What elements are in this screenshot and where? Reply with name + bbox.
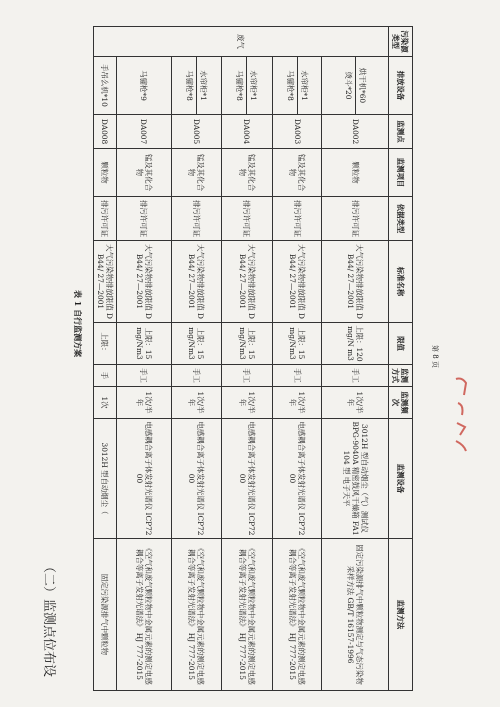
equipment-cell (221, 57, 272, 115)
red-seal-stamp (452, 375, 470, 455)
equipment-cell (273, 57, 322, 115)
table-row (273, 27, 322, 691)
monitoring-device-cell: 电感耦合离子体发射光谱仪 ICP7200 (273, 419, 322, 539)
header-cell: 标准名称 (389, 241, 413, 323)
monitoring-point-cell: DA004 (221, 115, 272, 149)
equipment-item: 水帘柜*1 (249, 70, 259, 101)
monitoring-item-cell: 锰及其化合物 (273, 149, 322, 197)
header-cell: 监测方法 (389, 539, 413, 691)
monitoring-plan-table-frame (93, 26, 413, 690)
table-header-row (389, 27, 413, 691)
header-cell: 监测频次 (389, 387, 413, 419)
header-cell: 限值 (389, 323, 413, 365)
equipment-item: 马骝枪*8 (284, 57, 298, 114)
equipment-cell (172, 57, 221, 115)
monitoring-device-cell: 3012H 型自动烟尘（ (94, 419, 117, 539)
monitoring-frequency-cell: 1次/半年 (322, 387, 389, 419)
equipment-item: 马骝枪*9 (139, 70, 149, 101)
monitoring-item-cell: 锰及其化合物 (116, 149, 172, 197)
section-heading: （二）监测点位布设 (41, 560, 56, 678)
monitoring-item-cell: 锰及其化合物 (221, 149, 272, 197)
equipment-item: 手吊么机*10 (100, 64, 110, 107)
standard-name-cell: 大气污染物排放限值 DB44/ 27—2001 (273, 241, 322, 323)
limit-cell: 上限：15mg/Nm3 (221, 323, 272, 365)
table-row (172, 27, 221, 691)
table-caption: 表 1 自行监测方案 (73, 290, 83, 358)
monitoring-mode-cell: 手工 (172, 365, 221, 387)
header-cell: 监测方式 (389, 365, 413, 387)
basis-type-cell: 排污许可证 (172, 197, 221, 241)
monitoring-plan-table (93, 26, 413, 691)
standard-name-cell: 大气污染物排放限值 DB44/ 27—2001 (94, 241, 117, 323)
monitoring-item-cell: 锰及其化合物 (172, 149, 221, 197)
monitoring-device-cell: 电感耦合离子体发射光谱仪 ICP7200 (172, 419, 221, 539)
limit-cell: 上限：15mg/Nm3 (172, 323, 221, 365)
table-row (94, 27, 117, 691)
basis-type-cell: 排污许可证 (322, 197, 389, 241)
header-cell: 污染源类型 (389, 27, 413, 57)
monitoring-method-cell: 《空气和废气颗粒物中金属元素的测定电感耦合等离子发射光谱法》 HJ 777-2015 (221, 539, 272, 691)
page-number: 第 8 页 (431, 345, 439, 368)
monitoring-method-cell: 《空气和废气颗粒物中金属元素的测定电感耦合等离子发射光谱法》 HJ 777-2015 (273, 539, 322, 691)
monitoring-method-cell: 固定污染源排气中颗粒物 (94, 539, 117, 691)
monitoring-mode-cell: 手 (94, 365, 117, 387)
header-cell: 依据类型 (389, 197, 413, 241)
monitoring-point-cell: DA008 (94, 115, 117, 149)
monitoring-point-cell: DA002 (322, 115, 389, 149)
monitoring-point-cell: DA007 (116, 115, 172, 149)
equipment-cell (322, 57, 389, 115)
equipment-cell (94, 57, 117, 115)
equipment-cell (116, 57, 172, 115)
monitoring-method-cell: 《空气和废气颗粒物中金属元素的测定电感耦合等离子发射光谱法》 HJ 777-2015 (172, 539, 221, 691)
standard-name-cell: 大气污染物排放限值 DB44/ 27—2001 (172, 241, 221, 323)
monitoring-method-cell: 固定污染源排气中颗粒物测定与气态污染物采样方法 GB/T 16157-1996 (322, 539, 389, 691)
monitoring-mode-cell: 手工 (116, 365, 172, 387)
monitoring-device-cell: 电感耦合离子体发射光谱仪 ICP7200 (116, 419, 172, 539)
monitoring-frequency-cell: 1次/半年 (221, 387, 272, 419)
monitoring-mode-cell: 手工 (221, 365, 272, 387)
monitoring-item-cell: 颗粒物 (94, 149, 117, 197)
equipment-item: 水帘柜*1 (299, 70, 309, 101)
monitoring-mode-cell: 手工 (322, 365, 389, 387)
monitoring-method-cell: 《空气和废气颗粒物中金属元素的测定电感耦合等离子发射光谱法》 HJ 777-2015 (116, 539, 172, 691)
rotated-table-canvas (93, 26, 413, 690)
header-cell: 监测点 (389, 115, 413, 149)
basis-type-cell: 排污许可证 (94, 197, 117, 241)
monitoring-frequency-cell: 1次 (94, 387, 117, 419)
equipment-item: 水帘柜*1 (199, 70, 208, 101)
basis-type-cell: 排污许可证 (116, 197, 172, 241)
stamp-mark (456, 379, 466, 452)
limit-cell: 上限：120mg/N m3 (322, 323, 389, 365)
table-row (116, 27, 172, 691)
equipment-item: 马骝枪*8 (183, 57, 197, 114)
monitoring-device-cell: 电感耦合离子体发射光谱仪 ICP7200 (221, 419, 272, 539)
table-row (221, 27, 272, 691)
monitoring-point-cell: DA003 (273, 115, 322, 149)
table-row (322, 27, 389, 691)
basis-type-cell: 排污许可证 (221, 197, 272, 241)
equipment-item: 马骝枪*8 (233, 57, 247, 114)
standard-name-cell: 大气污染物排放限值 DB44/ 27—2001 (322, 241, 389, 323)
standard-name-cell: 大气污染物排放限值 DB44/ 27—2001 (221, 241, 272, 323)
limit-cell: 上限： (94, 323, 117, 365)
monitoring-item-cell: 颗粒物 (322, 149, 389, 197)
header-cell: 排放设备 (389, 57, 413, 115)
limit-cell: 上限：15mg/Nm3 (273, 323, 322, 365)
standard-name-cell: 大气污染物排放限值 DB44/ 27—2001 (116, 241, 172, 323)
monitoring-device-cell: 3012H 型自动烟尘（气）测试仪 BPG-9040A 精密鼓风干燥箱 FA1104 型 电子天平 (322, 419, 389, 539)
monitoring-frequency-cell: 1次/半年 (172, 387, 221, 419)
monitoring-frequency-cell: 1次/半年 (116, 387, 172, 419)
equipment-item: 烫斗*20 (342, 57, 356, 114)
header-cell: 监测项目 (389, 149, 413, 197)
monitoring-point-cell: DA005 (172, 115, 221, 149)
monitoring-mode-cell: 手工 (273, 365, 322, 387)
pollution-type-cell: 废气 (94, 27, 389, 57)
equipment-item: 烘干机*60 (357, 67, 367, 104)
header-cell: 监测设备 (389, 419, 413, 539)
basis-type-cell: 排污许可证 (273, 197, 322, 241)
monitoring-frequency-cell: 1次/半年 (273, 387, 322, 419)
limit-cell: 上限：15mg/Nm3 (116, 323, 172, 365)
